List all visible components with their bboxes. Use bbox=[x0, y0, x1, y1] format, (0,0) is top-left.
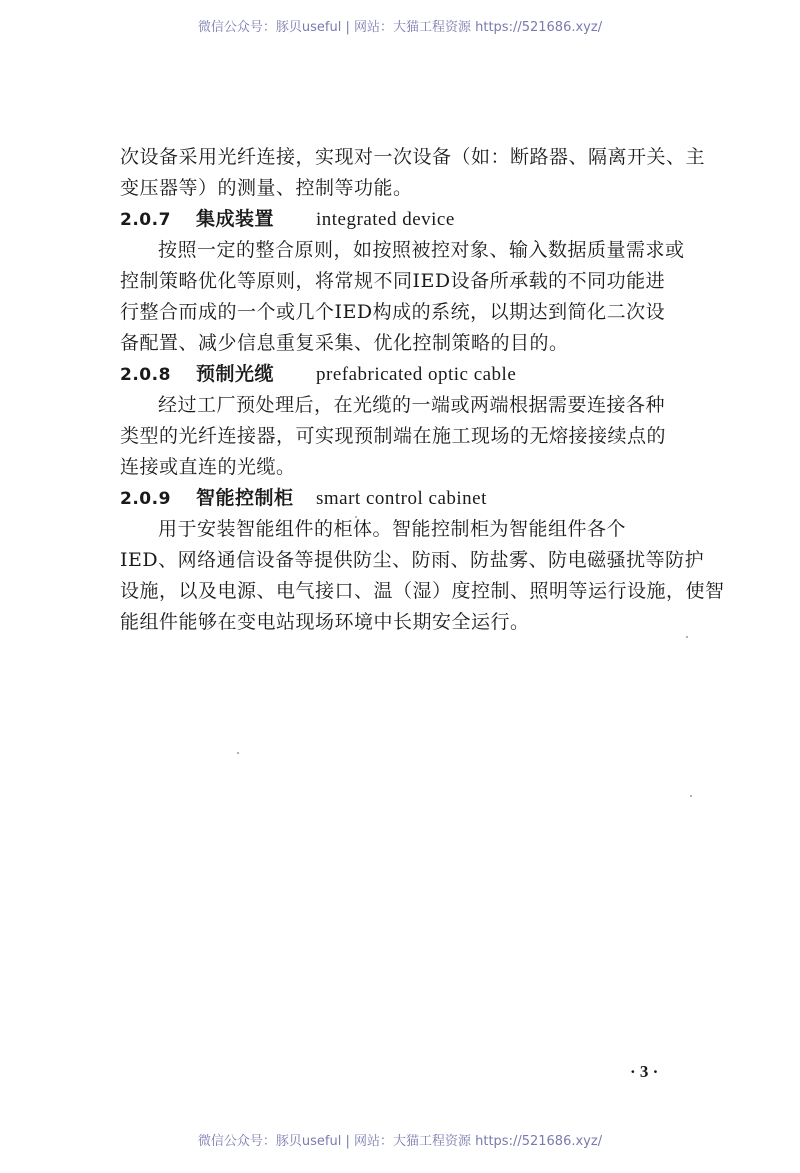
paragraph-line: 按照一定的整合原则，如按照被控对象、输入数据质量需求或 bbox=[158, 239, 685, 261]
term-chinese: 预制光缆 bbox=[196, 363, 275, 385]
paragraph-line: 连接或直连的光缆。 bbox=[120, 456, 296, 478]
term-english: smart control cabinet bbox=[316, 488, 487, 509]
term-english: integrated device bbox=[316, 209, 455, 230]
term-number: 2.0.8 bbox=[120, 365, 171, 385]
paragraph-line: 次设备采用光纤连接，实现对一次设备（如：断路器、隔离开关、主 bbox=[120, 146, 706, 168]
page-number: · 3 · bbox=[630, 1062, 659, 1081]
scan-speck bbox=[237, 752, 239, 754]
paragraph-line: 类型的光纤连接器，可实现预制端在施工现场的无熔接接续点的 bbox=[120, 425, 667, 447]
paragraph-line: 能组件能够在变电站现场环境中长期安全运行。 bbox=[120, 611, 530, 633]
term-number: 2.0.9 bbox=[120, 489, 171, 509]
scan-speck bbox=[686, 636, 688, 638]
paragraph-line: 经过工厂预处理后，在光缆的一端或两端根据需要连接各种 bbox=[158, 394, 666, 416]
watermark-header: 微信公众号：豚贝useful | 网站：大猫工程资源 https://521686.xyz/ bbox=[197, 20, 603, 35]
watermark-footer: 微信公众号：豚贝useful | 网站：大猫工程资源 https://521686.xyz/ bbox=[197, 1134, 603, 1149]
paragraph-line: 备配置、减少信息重复采集、优化控制策略的目的。 bbox=[120, 332, 569, 354]
document-body bbox=[120, 142, 725, 638]
term-heading-2-0-7 bbox=[120, 204, 700, 235]
paragraph-line: IED、网络通信设备等提供防尘、防雨、防盐雾、防电磁骚扰等防护 bbox=[120, 549, 705, 571]
term-heading-2-0-8 bbox=[120, 359, 700, 390]
term-heading-2-0-9 bbox=[120, 483, 700, 514]
paragraph-line: 行整合而成的一个或几个IED构成的系统，以期达到简化二次设 bbox=[120, 301, 666, 323]
scan-speck bbox=[690, 795, 692, 797]
term-chinese: 智能控制柜 bbox=[196, 487, 294, 509]
term-chinese: 集成装置 bbox=[196, 208, 275, 230]
paragraph-line: 设施，以及电源、电气接口、温（湿）度控制、照明等运行设施，使智 bbox=[120, 580, 725, 602]
term-number: 2.0.7 bbox=[120, 210, 171, 230]
scan-speck bbox=[355, 516, 357, 518]
paragraph-line: 变压器等）的测量、控制等功能。 bbox=[120, 177, 413, 199]
paragraph-line: 用于安装智能组件的柜体。智能控制柜为智能组件各个 bbox=[158, 518, 627, 540]
term-english: prefabricated optic cable bbox=[316, 364, 517, 385]
paragraph-line: 控制策略优化等原则，将常规不同IED设备所承载的不同功能进 bbox=[120, 270, 666, 292]
